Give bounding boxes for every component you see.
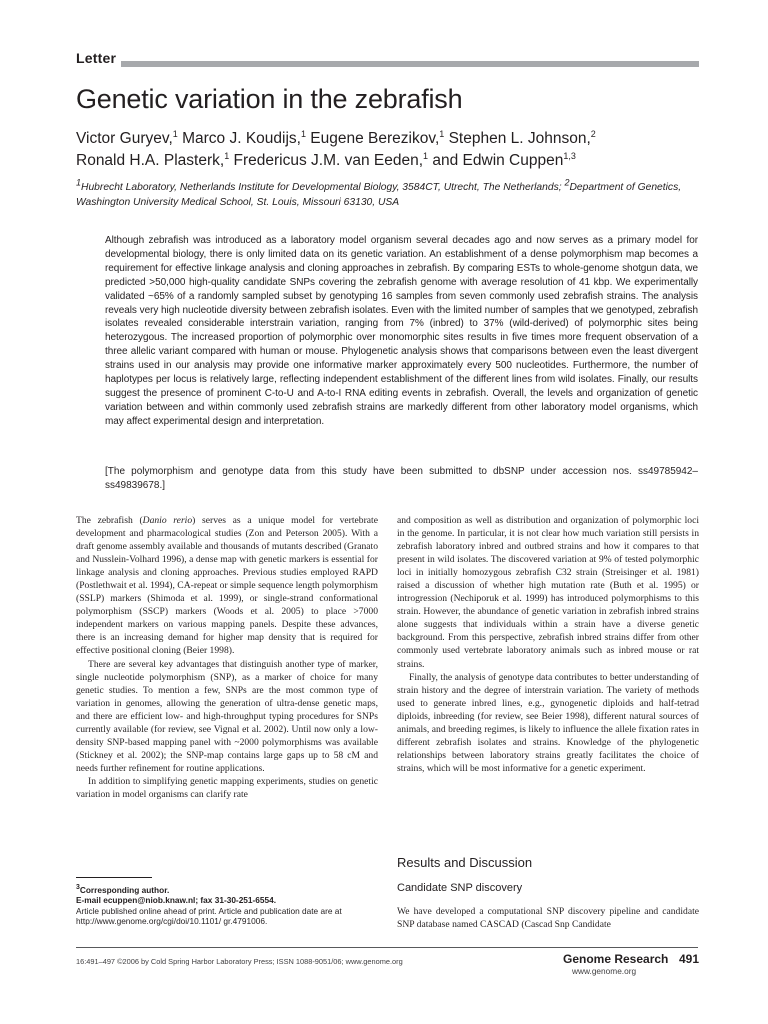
affiliation-1: Hubrecht Laboratory, Netherlands Institute for Developmental Biology, 3584CT, Utrecht, The Netherlands; xyxy=(81,182,565,193)
affiliation-marker: 1 xyxy=(172,128,178,139)
footer-rule xyxy=(76,947,698,948)
body-paragraph: Finally, the analysis of genotype data contributes to better understanding of strain history and the degree of interstrain variation. The variety of methods used to generate inbred lines, e.g., gynogenetic diploids and half-tetrad diploids, inbreeding (for review, see Beier 1998), different natural sources of animals, and breeding regimes, is likely to influence the allele fixation rates in different zebrafish isolates and strains. Knowledge of the phylogenetic relationships between laboratory strains greatly facilitates the choice of strains, which will be most informative for a genetic experiment. xyxy=(397,671,699,774)
footnote-marker: 3 xyxy=(76,884,80,891)
affiliation-marker: 1 xyxy=(423,150,429,161)
journal-name: Genome Research xyxy=(563,952,669,966)
article-title: Genetic variation in the zebrafish xyxy=(76,84,463,114)
author-name: Stephen L. Johnson, xyxy=(444,130,591,147)
author-name: Ronald H.A. Plasterk, xyxy=(76,152,225,169)
body-paragraph xyxy=(76,514,378,658)
affiliation-marker: 1 xyxy=(439,128,445,139)
body-paragraph: We have developed a computational SNP discovery pipeline and candidate SNP database named CASCAD (Cascad Snp Candidate xyxy=(397,906,699,931)
author-name: Marco J. Koudijs, xyxy=(177,130,301,147)
species-name: Danio rerio xyxy=(142,515,193,526)
body-paragraph: There are several key advantages that distinguish another type of marker, single nucleotide polymorphism (SNP), as a marker of choice for many genetic studies. To mention a few, SNPs are the most common type of variation in genomes, allowing the generation of ultra-dense genetic maps, and there are efficient low- and high-throughput typing procedures for SNPs currently available (for review, see Vignal et al. 2002). Until now only a low-density SNP-based mapping panel with ~2000 polymorphisms was available (Stickney et al. 2002); the SNP-map contains large gaps up to 58 cM and needs further refinement for routine applications. xyxy=(76,658,378,774)
section-label: Letter xyxy=(76,50,117,66)
body-paragraph: and composition as well as distribution and organization of polymorphic loci in the genome. In particular, it is not clear how much variation still persists in zebrafish laboratory inbred and outbred strains and how it compares to that present in wild isolates. The discovered variation at 9% of tested polymorphic loci in initially homozygous zebrafish C32 strain (Streisinger et al. 1981) raised a discussion of whether high mutation rate (Buth et al. 1995) or introgression (Nechiporuk et al. 1999) has introduced polymorphisms to this strain. However, the abundance of genetic variation in zebrafish inbred strains alone suggests that individuals within a strain have a diverse genetic background. From this perspective, zebrafish inbred strains differ from other commonly used vertebrate laboratory animals such as inbred mouse or rat strains. xyxy=(397,515,699,670)
footnote-text: Corresponding author. xyxy=(79,884,170,895)
author-name: Fredericus J.M. van Eeden, xyxy=(229,152,424,169)
author-line-2 xyxy=(76,150,716,172)
affiliation-marker: 1 xyxy=(76,177,82,188)
affiliation-marker: 1 xyxy=(300,128,306,139)
body-column-right xyxy=(397,514,699,775)
author-line-1 xyxy=(76,128,716,150)
citation-line: 16:491–497 ©2006 by Cold Spring Harbor Laboratory Press; ISSN 1088-9051/06; www.genome.org xyxy=(76,957,403,966)
affiliation-2: Department of Genetics, Washington University Medical School, St. Louis, Missouri 63130, USA xyxy=(76,182,682,208)
corresponding-author xyxy=(76,883,382,895)
affiliation-marker: 1,3 xyxy=(563,150,576,161)
affiliation-marker: 2 xyxy=(564,177,570,188)
paragraph-text: The zebrafish ( xyxy=(76,515,143,526)
section-heading: Results and Discussion xyxy=(397,855,533,870)
affiliations xyxy=(76,177,698,210)
abstract: Although zebrafish was introduced as a laboratory model organism several decades ago and now serves as a primary model for developmental biology, there is only limited data on its genetic variation. An establishment of a dense polymorphism map becomes a requirement for effective linkage analysis and cloning approaches in zebrafish. By comparing ESTs to whole-genome shotgun data, we predicted >50,000 high-quality candidate SNPs covering the zebrafish genome with average resolution of 41 kbp. We experimentally validated ~65% of a randomly sampled subset by genotyping 16 samples from seven commonly used zebrafish strains. The analysis reveals very high nucleotide diversity between zebrafish isolates. Even with the limited number of samples that we genotyped, zebrafish isolates revealed considerable interstrain variation, ranging from 7% (inbred) to 37% (wild-derived) of polymorphic sites being heterozygous. The increased proportion of polymorphic over monomorphic sites results in five times more frequent observation of a three allelic variant compared with human or mouse. Phylogenetic analysis shows that comparisons between even the least divergent strains used in our analysis may provide one informative marker approximately every 500 nucleotides. Furthermore, the number of haplotypes per locus is relatively large, reflecting independent establishment of the different lines from wild isolates. Finally, our results suggest the presence of prominent C-to-U and A-to-I RNA editing events in zebrafish. Overall, the levels and organization of genetic variation between and within commonly used zebrafish strains are markedly different from other laboratory model organisms, which may affect experimental design and interpretation. xyxy=(105,235,699,427)
doi-link[interactable]: http://www.genome.org/cgi/doi/10.1101/ gr.4791006. xyxy=(76,915,268,926)
footnote-rule xyxy=(76,877,152,878)
paragraph-text: ) serves as a unique model for vertebrate development and pharmacological studies (Zon and Peterson 2005). With a draft genome assembly available and thousands of mutants described (Granato and Nusslein-Volhard 1996), a dense map with genetic markers is essential for linkage analysis and cloning approaches. Previous studies employed RAPD (Postlethwait et al. 1994), CA-repeat or simple sequence length polymorphism (SSLP) markers (Shimoda et al. 1999), or single-strand conformational polymorphism (SSCP) markers (Woods et al. 2005) to place >7000 independent markers on various mapping panels. Despite these advances, there is an increasing demand for higher map density that is required for effective positional cloning (Beier 1998). xyxy=(76,515,378,657)
data-availability-note: [The polymorphism and genotype data from this study have been submitted to dbSNP under accession nos. ss49785942–ss49839678.] xyxy=(105,466,698,491)
header-rule xyxy=(121,61,699,67)
article-info: Article published online ahead of print. Article and publication date are at xyxy=(76,905,342,916)
author-name: Eugene Berezikov, xyxy=(305,130,440,147)
contact-email: E-mail ecuppen@niob.knaw.nl; fax 31-30-251-6554. xyxy=(76,895,277,906)
page-number: 491 xyxy=(679,952,700,966)
affiliation-marker: 1 xyxy=(224,150,230,161)
author-list xyxy=(76,128,716,172)
author-name: and Edwin Cuppen xyxy=(428,152,564,169)
body-column-left xyxy=(76,514,378,801)
body-paragraph: In addition to simplifying genetic mapping experiments, studies on genetic variation in model organisms can clarify rate xyxy=(76,775,378,800)
author-name: Victor Guryev, xyxy=(76,130,173,147)
subsection-heading: Candidate SNP discovery xyxy=(397,882,523,894)
affiliation-marker: 2 xyxy=(590,128,596,139)
footnote xyxy=(76,883,382,926)
journal-url[interactable]: www.genome.org xyxy=(572,966,637,976)
